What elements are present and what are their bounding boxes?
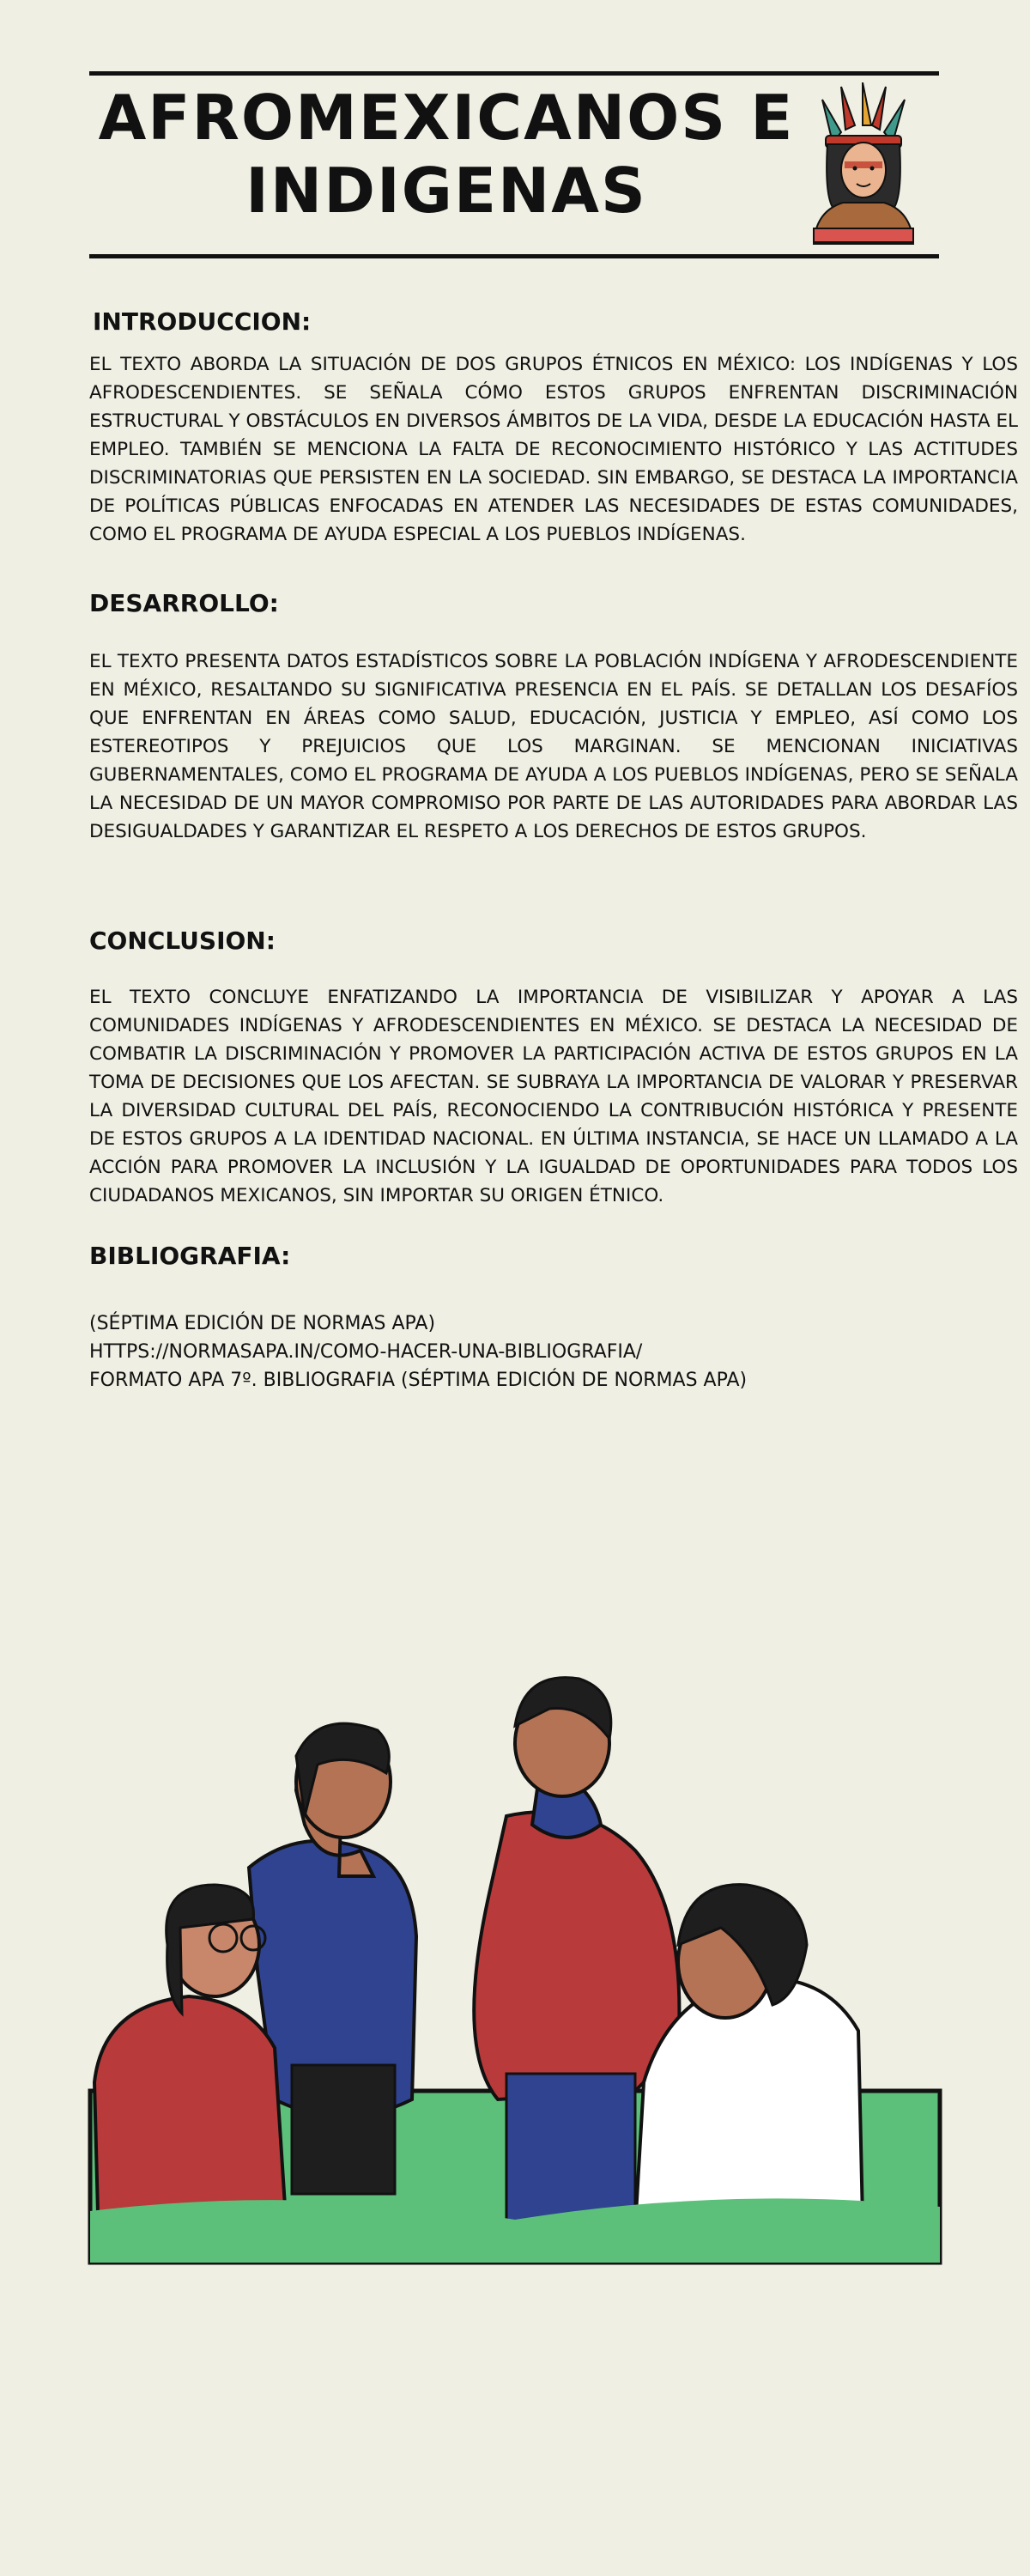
introduccion-text: EL TEXTO ABORDA LA SITUACIÓN DE DOS GRUPOS ÉTNICOS EN MÉXICO: LOS INDÍGENAS Y LOS AFRODESCENDIENTES. SE SEÑALA CÓMO ESTOS GRUPOS ENFRENTAN DISCRIMINACIÓN ESTRUCTURAL Y OBSTÁCULOS EN DIVERSOS ÁMBITOS DE LA VIDA, DESDE LA EDUCACIÓN HASTA EL EMPLEO. TAMBIÉN SE MENCIONA LA FALTA DE RECONOCIMIENTO HISTÓRICO Y LAS ACTITUDES DISCRIMINATORIAS QUE PERSISTEN EN LA SOCIEDAD. SIN EMBARGO, SE DESTACA LA IMPORTANCIA DE POLÍTICAS PÚBLICAS ENFOCADAS EN ATENDER LAS NECESIDADES DE ESTAS COMUNIDADES, COMO EL PROGRAMA DE AYUDA ESPECIAL A LOS PUEBLOS INDÍGENAS. (89, 354, 1019, 545)
header-top-rule (89, 71, 939, 76)
desarrollo-heading: DESARROLLO: (89, 589, 279, 617)
indigenous-person-headdress-icon (798, 82, 927, 246)
group-of-four-people-illustration (86, 1567, 944, 2271)
page-title (94, 82, 798, 228)
page-title-line1: AFROMEXICANOS E (98, 82, 795, 154)
bibliografia-list (89, 1309, 948, 1394)
bibliografia-line: FORMATO APA 7º. BIBLIOGRAFIA (SÉPTIMA EDICIÓN DE NORMAS APA) (89, 1370, 748, 1391)
introduccion-heading: INTRODUCCION: (93, 307, 312, 336)
bibliografia-line: (SÉPTIMA EDICIÓN DE NORMAS APA) (89, 1313, 436, 1334)
conclusion-text: EL TEXTO CONCLUYE ENFATIZANDO LA IMPORTANCIA DE VISIBILIZAR Y APOYAR A LAS COMUNIDADES INDÍGENAS Y AFRODESCENDIENTES EN MÉXICO. SE DESTACA LA NECESIDAD DE COMBATIR LA DISCRIMINACIÓN Y PROMOVER LA PARTICIPACIÓN ACTIVA DE ESTOS GRUPOS EN LA TOMA DE DECISIONES QUE LOS AFECTAN. SE SUBRAYA LA IMPORTANCIA DE VALORAR Y PRESERVAR LA DIVERSIDAD CULTURAL DEL PAÍS, RECONOCIENDO LA CONTRIBUCIÓN HISTÓRICA Y PRESENTE DE ESTOS GRUPOS A LA IDENTIDAD NACIONAL. EN ÚLTIMA INSTANCIA, SE HACE UN LLAMADO A LA ACCIÓN PARA PROMOVER LA INCLUSIÓN Y LA IGUALDAD DE OPORTUNIDADES PARA TODOS LOS CIUDADANOS MEXICANOS, SIN IMPORTAR SU ORIGEN ÉTNICO. (89, 987, 1018, 1206)
page-title-line2: INDIGENAS (245, 154, 647, 227)
bibliografia-link[interactable]: HTTPS://NORMASAPA.IN/COMO-HACER-UNA-BIBLIOGRAFIA/ (89, 1341, 643, 1363)
bibliografia-heading: BIBLIOGRAFIA: (89, 1242, 291, 1270)
conclusion-heading: CONCLUSION: (89, 927, 276, 955)
desarrollo-text: EL TEXTO PRESENTA DATOS ESTADÍSTICOS SOBRE LA POBLACIÓN INDÍGENA Y AFRODESCENDIENTE EN MÉXICO, RESALTANDO SU SIGNIFICATIVA PRESENCIA EN EL PAÍS. SE DETALLAN LOS DESAFÍOS QUE ENFRENTAN EN ÁREAS COMO SALUD, EDUCACIÓN, JUSTICIA Y EMPLEO, ASÍ COMO LOS ESTEREOTIPOS Y PREJUICIOS QUE LOS MARGINAN. SE MENCIONAN INICIATIVAS GUBERNAMENTALES, COMO EL PROGRAMA DE AYUDA A LOS PUEBLOS INDÍGENAS, PERO SE SEÑALA LA NECESIDAD DE UN MAYOR COMPROMISO POR PARTE DE LAS AUTORIDADES PARA ABORDAR LAS DESIGUALDADES Y GARANTIZAR EL RESPETO A LOS DERECHOS DE ESTOS GRUPOS. (89, 651, 1018, 842)
header-bottom-rule (89, 254, 939, 258)
